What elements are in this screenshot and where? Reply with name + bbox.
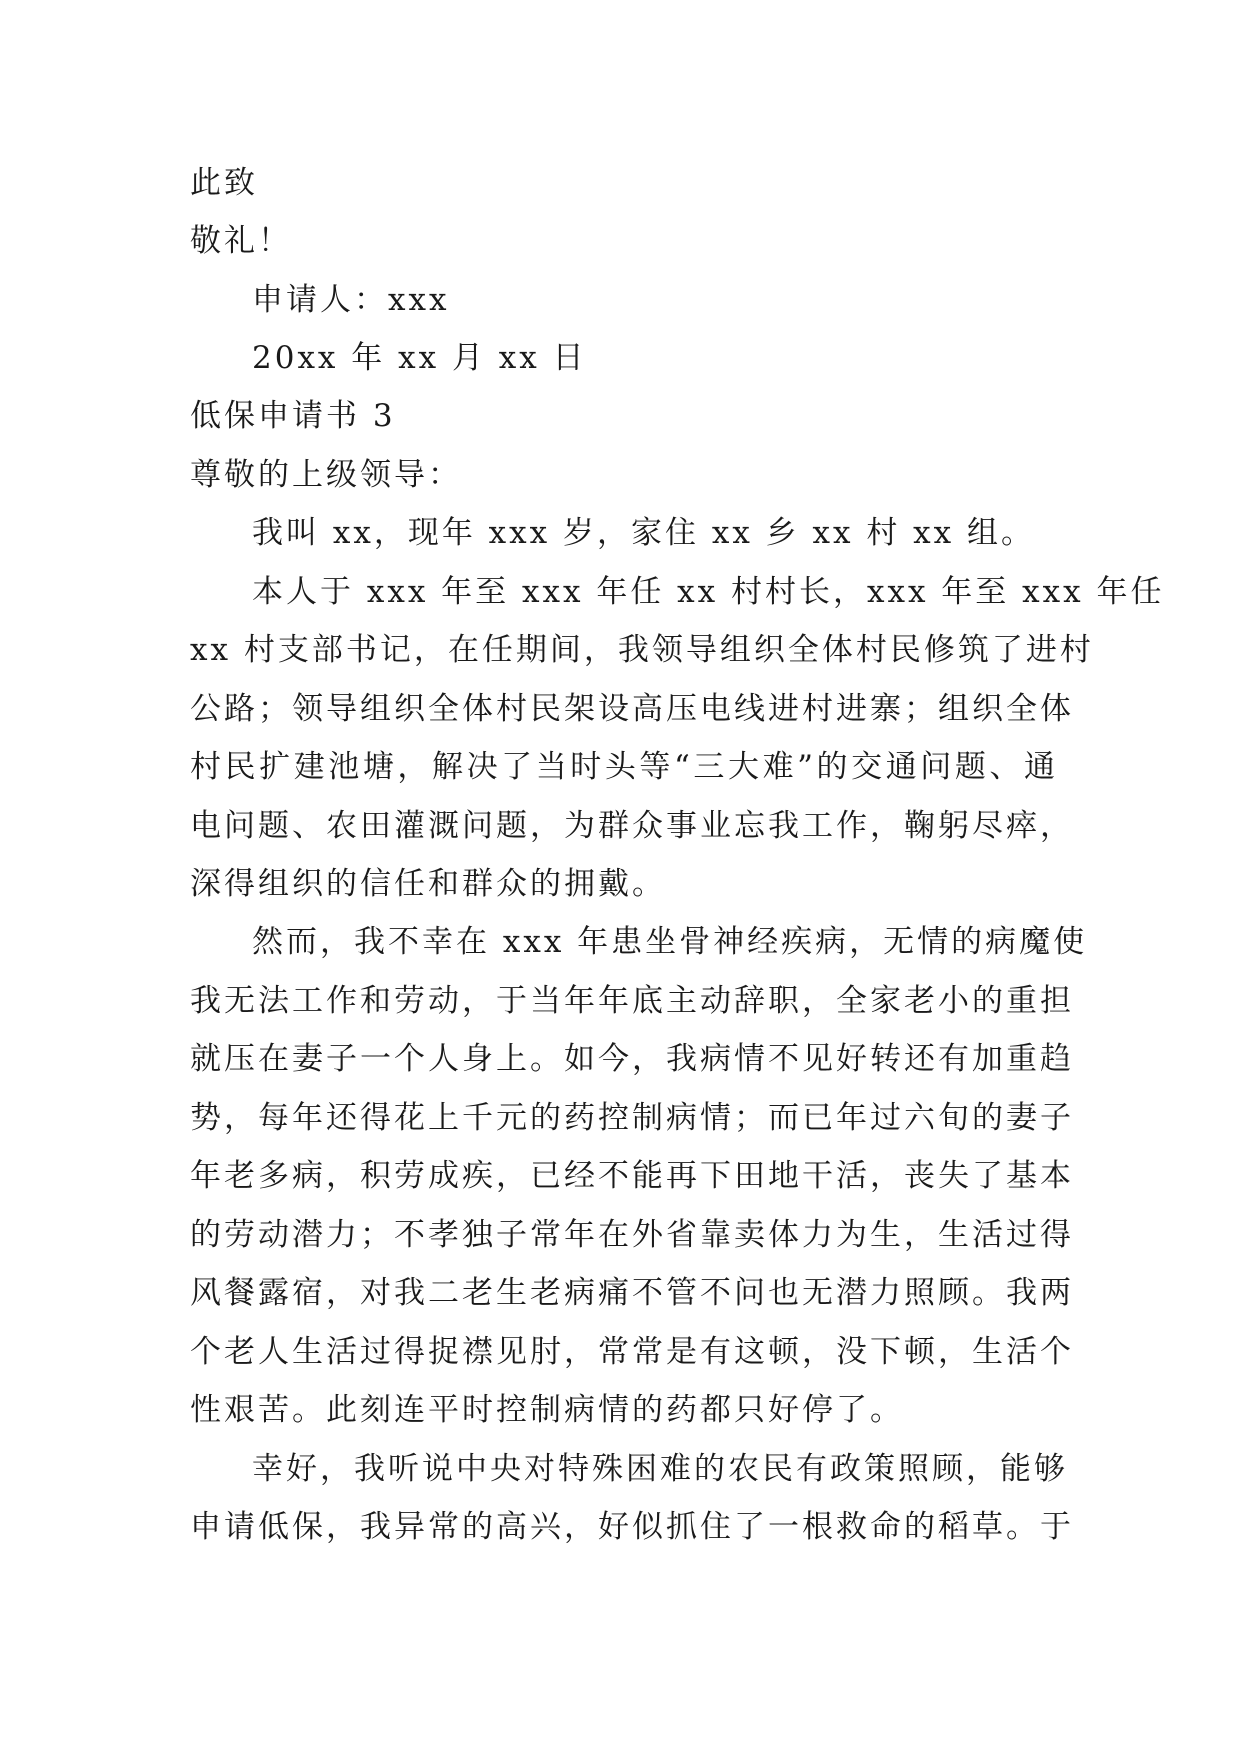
applicant-line: 申请人：xxx <box>252 282 450 318</box>
salutation: 尊敬的上级领导： <box>190 457 462 493</box>
paragraph-3-line: 性艰苦。此刻连平时控制病情的药都只好停了。 <box>190 1392 904 1428</box>
paragraph-2-line: 本人于 xxx 年至 xxx 年任 xx 村村长，xxx 年至 xxx 年任 <box>252 574 1165 610</box>
paragraph-1-line: 我叫 xx，现年 xxx 岁，家住 xx 乡 xx 村 xx 组。 <box>252 515 1035 551</box>
paragraph-3-line: 年老多病，积劳成疾，已经不能再下田地干活，丧失了基本 <box>190 1158 1074 1194</box>
paragraph-3-line: 然而，我不幸在 xxx 年患坐骨神经疾病，无情的病魔使 <box>252 924 1088 960</box>
paragraph-3-line: 就压在妻子一个人身上。如今，我病情不见好转还有加重趋 <box>190 1041 1074 1077</box>
paragraph-4-line: 幸好，我听说中央对特殊困难的农民有政策照顾，能够 <box>252 1451 1068 1487</box>
paragraph-2-line: 公路；领导组织全体村民架设高压电线进村进寨；组织全体 <box>190 691 1074 727</box>
paragraph-3-line: 我无法工作和劳动，于当年年底主动辞职，全家老小的重担 <box>190 983 1074 1019</box>
paragraph-3-line: 势，每年还得花上千元的药控制病情；而已年过六旬的妻子 <box>190 1100 1074 1136</box>
paragraph-2-line: 村民扩建池塘，解决了当时头等“三大难”的交通问题、通 <box>190 749 1058 785</box>
paragraph-3-line: 个老人生活过得捉襟见肘，常常是有这顿，没下顿，生活个 <box>190 1334 1074 1370</box>
letter-title: 低保申请书 3 <box>190 398 396 434</box>
paragraph-2-line: 电问题、农田灌溉问题，为群众事业忘我工作，鞠躬尽瘁， <box>190 808 1074 844</box>
date-line: 20xx 年 xx 月 xx 日 <box>252 340 587 376</box>
paragraph-2-line: xx 村支部书记，在任期间，我领导组织全体村民修筑了进村 <box>190 632 1094 668</box>
paragraph-3-line: 的劳动潜力；不孝独子常年在外省靠卖体力为生，生活过得 <box>190 1217 1074 1253</box>
closing-line-2: 敬礼！ <box>190 223 292 259</box>
paragraph-3-line: 风餐露宿，对我二老生老病痛不管不问也无潜力照顾。我两 <box>190 1275 1074 1311</box>
paragraph-2-line: 深得组织的信任和群众的拥戴。 <box>190 866 666 902</box>
paragraph-4-line: 申请低保，我异常的高兴，好似抓住了一根救命的稻草。于 <box>190 1509 1074 1545</box>
closing-line-1: 此致 <box>190 165 258 201</box>
